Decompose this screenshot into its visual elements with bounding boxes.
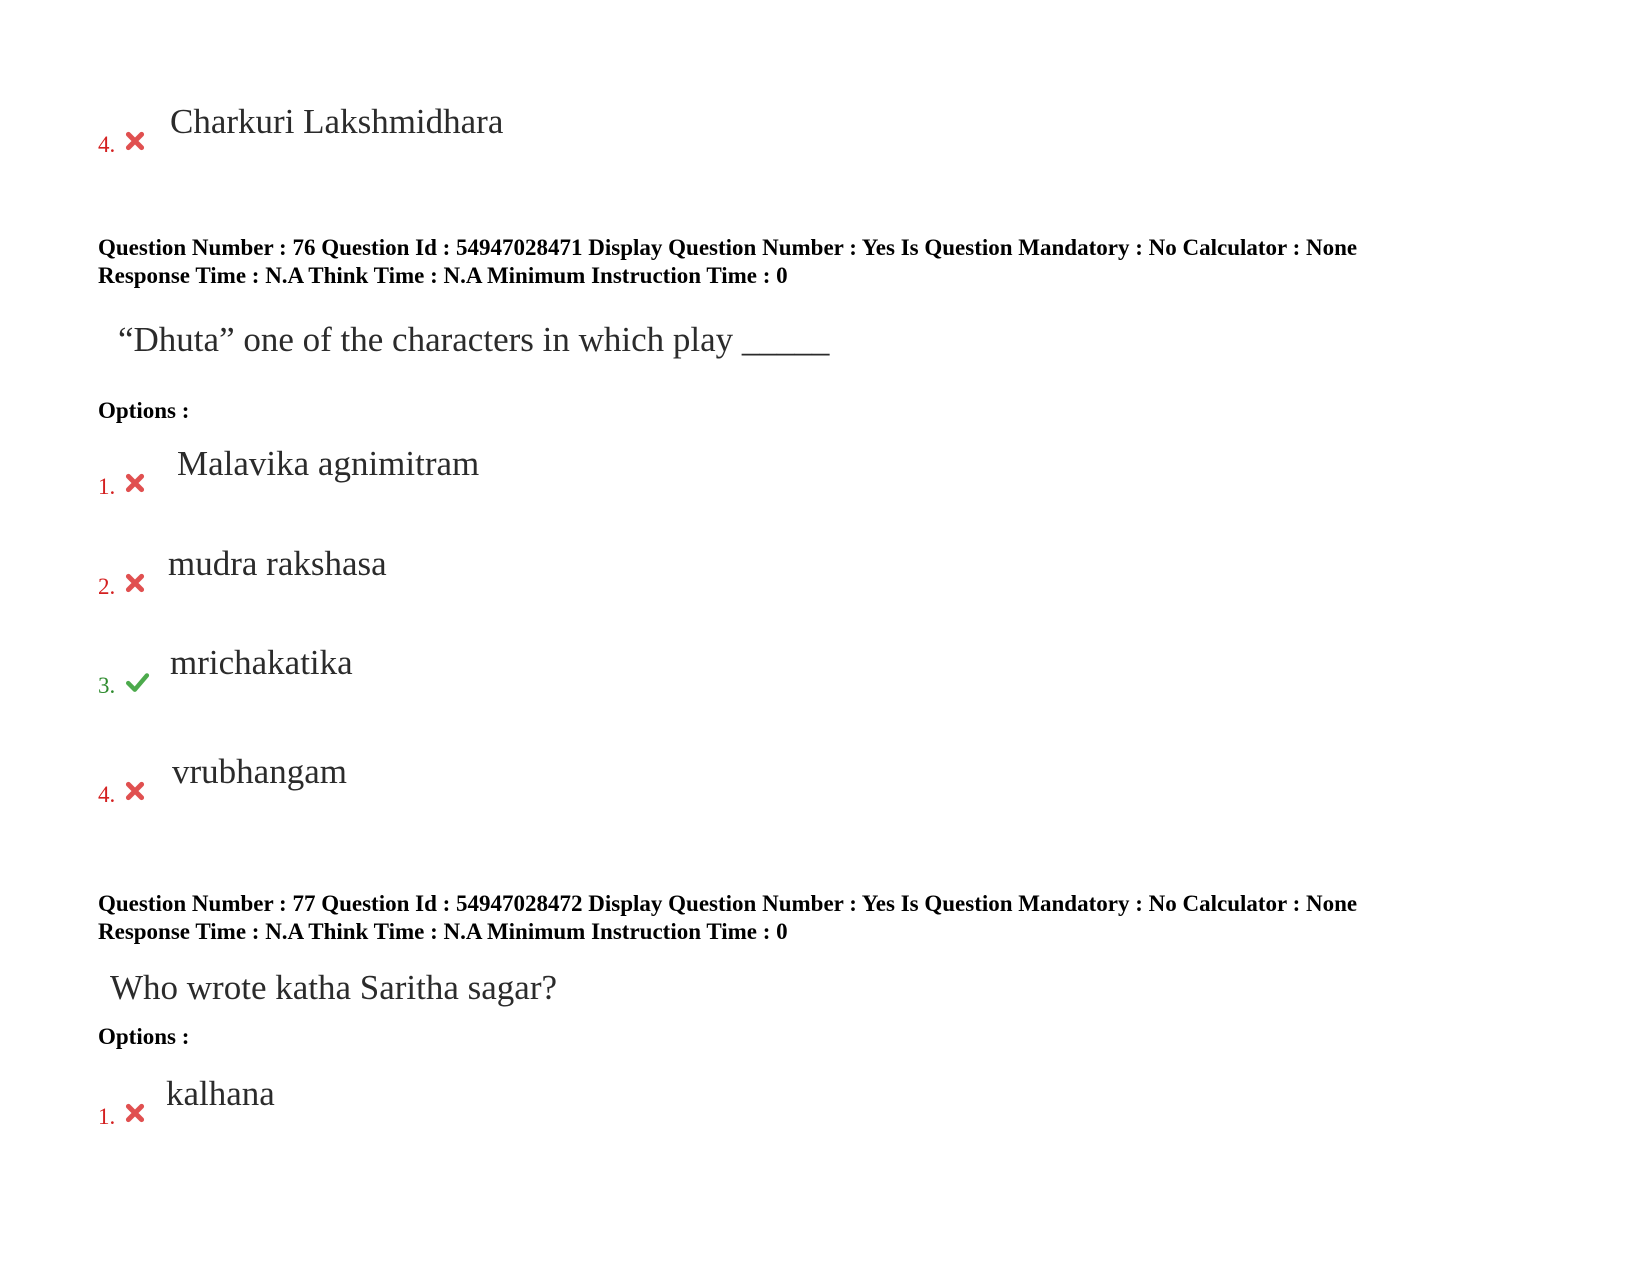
option-text: vrubhangam bbox=[172, 752, 347, 791]
question-meta bbox=[98, 890, 1357, 946]
option-item bbox=[98, 752, 798, 812]
cross-icon bbox=[124, 572, 146, 594]
question-meta-line2: Response Time : N.A Think Time : N.A Minimum Instruction Time : 0 bbox=[98, 919, 788, 944]
option-number: 2. bbox=[98, 574, 116, 599]
option-text: mrichakatika bbox=[170, 643, 353, 682]
option-text: mudra rakshasa bbox=[168, 544, 387, 583]
option-item bbox=[98, 102, 798, 162]
question-meta-line2: Response Time : N.A Think Time : N.A Minimum Instruction Time : 0 bbox=[98, 263, 788, 288]
option-number: 1. bbox=[98, 474, 116, 499]
question-meta bbox=[98, 234, 1357, 290]
option-text: Charkuri Lakshmidhara bbox=[170, 102, 504, 141]
question-meta-line1: Question Number : 77 Question Id : 54947028472 Display Question Number : Yes Is Question Mandatory : No Calculator : None bbox=[98, 891, 1358, 916]
option-number: 4. bbox=[98, 782, 116, 807]
cross-icon bbox=[124, 472, 146, 494]
option-text: kalhana bbox=[166, 1074, 275, 1113]
option-text: Malavika agnimitram bbox=[177, 444, 480, 483]
option-item bbox=[98, 643, 798, 703]
cross-icon bbox=[124, 130, 146, 152]
question-text: “Dhuta” one of the characters in which play _____ bbox=[118, 320, 830, 359]
option-item bbox=[98, 1074, 798, 1134]
checkmark-icon bbox=[124, 671, 150, 693]
option-item bbox=[98, 444, 798, 504]
option-number: 1. bbox=[98, 1104, 116, 1129]
question-text: Who wrote katha Saritha sagar? bbox=[110, 968, 558, 1007]
option-number: 4. bbox=[98, 132, 116, 157]
question-meta-line1: Question Number : 76 Question Id : 54947028471 Display Question Number : Yes Is Question Mandatory : No Calculator : None bbox=[98, 235, 1358, 260]
cross-icon bbox=[124, 780, 146, 802]
cross-icon bbox=[124, 1102, 146, 1124]
option-item bbox=[98, 544, 798, 604]
options-label: Options : bbox=[98, 398, 190, 423]
option-number: 3. bbox=[98, 673, 116, 698]
options-label: Options : bbox=[98, 1024, 190, 1049]
